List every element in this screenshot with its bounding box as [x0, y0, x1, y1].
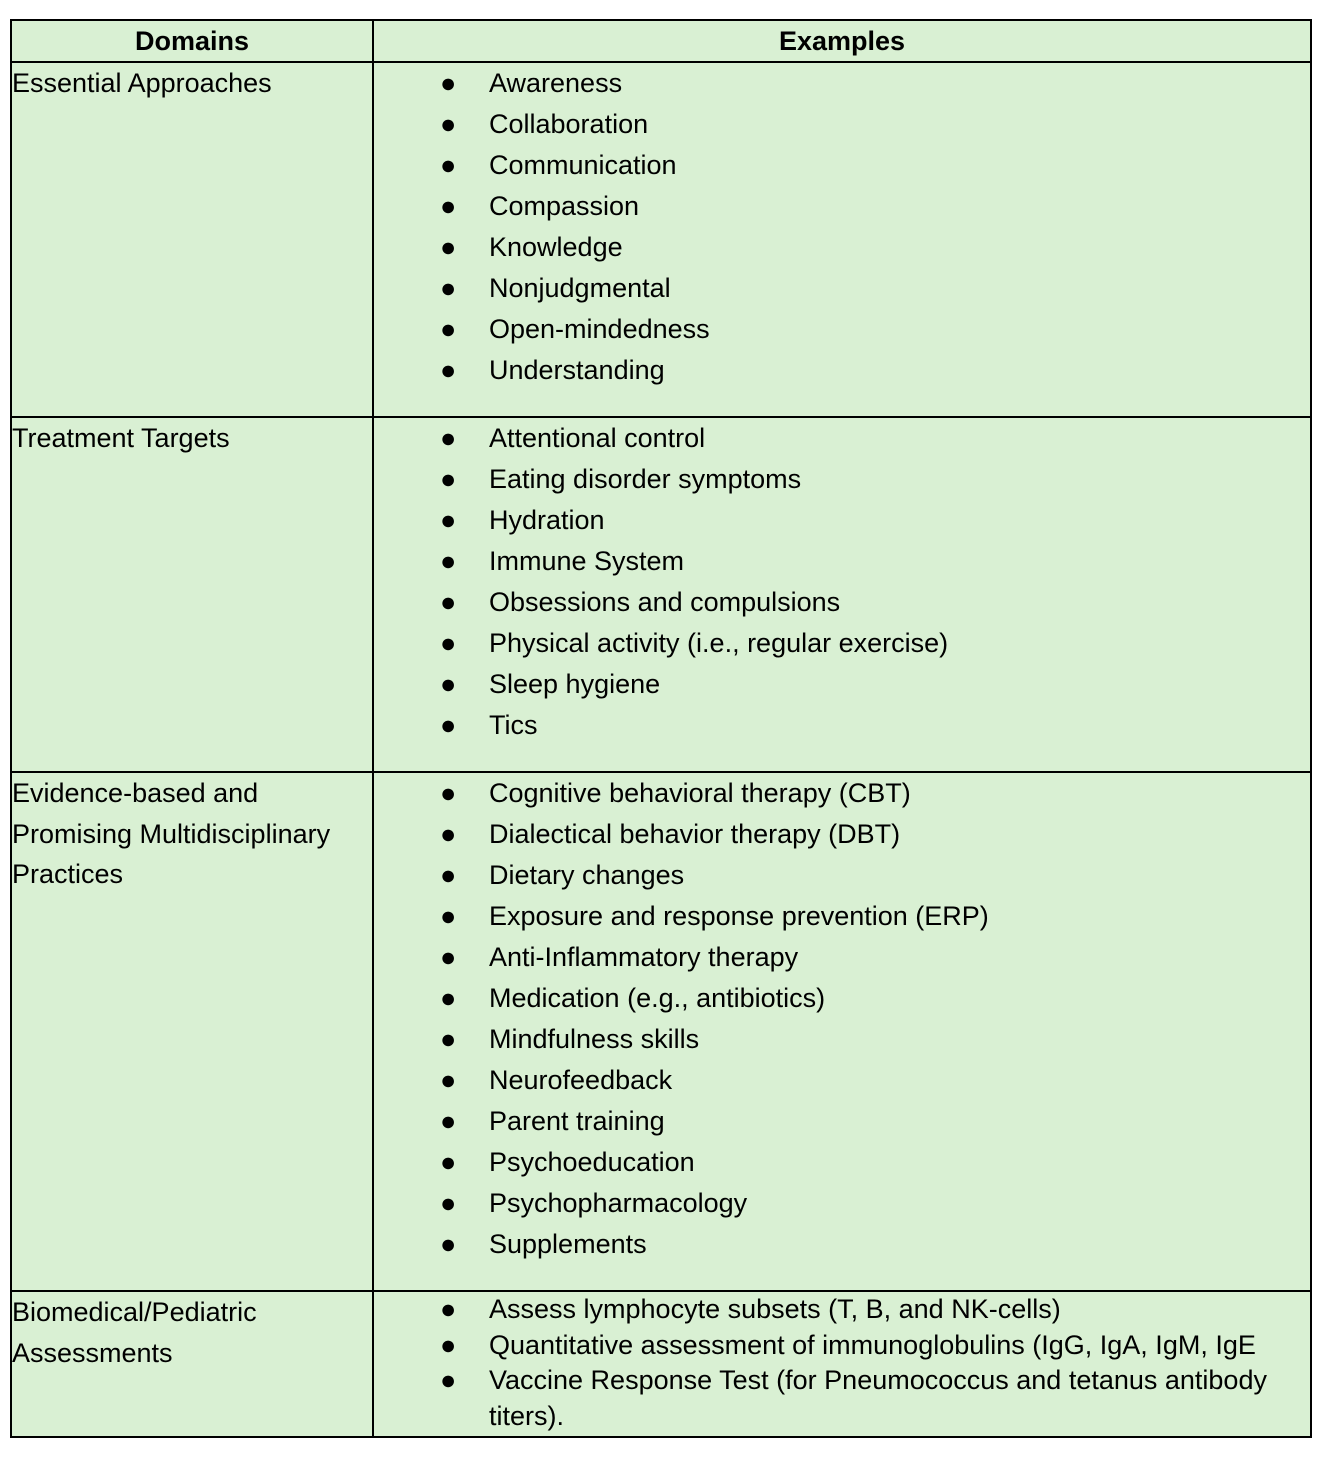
bullet-icon: ● [440, 983, 457, 1013]
bullet-icon: ● [440, 710, 457, 740]
bullet-icon: ● [440, 1329, 457, 1360]
bullet-icon: ● [440, 1024, 457, 1054]
domain-cell: Treatment Targets [11, 417, 373, 772]
list-item [374, 1101, 1270, 1142]
bullet-icon: ● [440, 1106, 457, 1136]
example-text: Dialectical behavior therapy (DBT) [489, 819, 901, 849]
list-item [374, 582, 1270, 623]
example-text: Dietary changes [489, 860, 685, 890]
example-text: Awareness [489, 68, 623, 98]
bullet-icon: ● [440, 423, 457, 453]
list-item [374, 1019, 1270, 1060]
example-text: Sleep hygiene [489, 669, 661, 699]
bullet-icon: ● [440, 1147, 457, 1177]
bullet-icon: ● [440, 1065, 457, 1095]
example-text: Collaboration [489, 109, 649, 139]
list-item [374, 1183, 1270, 1224]
example-text: Psychoeducation [489, 1147, 695, 1177]
list-item [374, 814, 1270, 855]
list-item [374, 1060, 1270, 1101]
example-text: Assess lymphocyte subsets (T, B, and NK-cells) [489, 1294, 1061, 1324]
examples-cell [373, 772, 1311, 1291]
examples-cell [373, 1291, 1311, 1437]
example-text: Tics [489, 710, 538, 740]
example-list [374, 418, 1310, 771]
example-list [374, 773, 1310, 1290]
example-text: Cognitive behavioral therapy (CBT) [489, 778, 911, 808]
list-item [374, 541, 1270, 582]
bullet-icon: ● [440, 778, 457, 808]
list-item [374, 855, 1270, 896]
domain-cell: Essential Approaches [11, 62, 373, 417]
list-item [374, 63, 1270, 104]
bullet-icon: ● [440, 191, 457, 221]
domain-cell: Biomedical/Pediatric Assessments [11, 1291, 373, 1437]
table-row [11, 772, 1311, 1291]
example-text: Anti-Inflammatory therapy [489, 942, 799, 972]
example-text: Nonjudgmental [489, 273, 671, 303]
bullet-icon: ● [440, 505, 457, 535]
list-item [374, 1363, 1270, 1434]
example-text: Psychopharmacology [489, 1188, 748, 1218]
list-item [374, 309, 1270, 350]
example-text: Communication [489, 150, 677, 180]
domain-cell: Evidence-based and Promising Multidisciplinary Practices [11, 772, 373, 1291]
bullet-icon: ● [440, 819, 457, 849]
table-row [11, 1291, 1311, 1437]
example-text: Vaccine Response Test (for Pneumococcus and tetanus antibody titers). [489, 1365, 1267, 1431]
bullet-icon: ● [440, 150, 457, 180]
bullet-icon: ● [440, 546, 457, 576]
example-text: Knowledge [489, 232, 623, 262]
bullet-icon: ● [440, 1294, 457, 1324]
bullet-icon: ● [440, 314, 457, 344]
bullet-icon: ● [440, 1365, 457, 1395]
list-item [374, 186, 1270, 227]
list-item [374, 1224, 1270, 1265]
example-text: Physical activity (i.e., regular exercise) [489, 628, 949, 658]
list-item [374, 350, 1270, 391]
bullet-icon: ● [440, 587, 457, 617]
example-text: Exposure and response prevention (ERP) [489, 901, 989, 931]
example-text: Supplements [489, 1229, 647, 1259]
examples-cell [373, 62, 1311, 417]
list-item [374, 705, 1270, 746]
list-item [374, 1328, 1270, 1364]
list-item [374, 1142, 1270, 1183]
list-item [374, 773, 1270, 814]
bullet-icon: ● [440, 355, 457, 385]
list-item [374, 937, 1270, 978]
list-item [374, 623, 1270, 664]
example-text: Hydration [489, 505, 605, 535]
list-item [374, 104, 1270, 145]
examples-cell [373, 417, 1311, 772]
example-text: Open-mindedness [489, 314, 710, 344]
list-item [374, 268, 1270, 309]
example-text: Quantitative assessment of immunoglobulins (IgG, IgA, IgM, IgE [489, 1329, 1256, 1360]
bullet-icon: ● [440, 109, 457, 139]
bullet-icon: ● [440, 273, 457, 303]
list-item [374, 896, 1270, 937]
bullet-icon: ● [440, 1229, 457, 1259]
example-list [374, 63, 1310, 416]
bullet-icon: ● [440, 68, 457, 98]
domains-examples-table [10, 19, 1312, 1438]
bullet-icon: ● [440, 942, 457, 972]
list-item [374, 664, 1270, 705]
bullet-icon: ● [440, 669, 457, 699]
example-text: Attentional control [489, 423, 706, 453]
list-item [374, 418, 1270, 459]
example-text: Mindfulness skills [489, 1024, 700, 1054]
examples-column-header: Examples [373, 20, 1311, 62]
bullet-icon: ● [440, 1188, 457, 1218]
list-item [374, 459, 1270, 500]
example-text: Understanding [489, 355, 665, 385]
bullet-icon: ● [440, 464, 457, 494]
list-item [374, 145, 1270, 186]
example-text: Obsessions and compulsions [489, 587, 841, 617]
table-header-row [11, 20, 1311, 62]
bullet-icon: ● [440, 901, 457, 931]
example-text: Eating disorder symptoms [489, 464, 802, 494]
list-item [374, 500, 1270, 541]
example-text: Medication (e.g., antibiotics) [489, 983, 826, 1013]
example-text: Immune System [489, 546, 685, 576]
list-item [374, 1292, 1270, 1328]
example-text: Compassion [489, 191, 640, 221]
example-list [374, 1292, 1310, 1436]
table-row [11, 417, 1311, 772]
example-text: Parent training [489, 1106, 665, 1136]
bullet-icon: ● [440, 232, 457, 262]
bullet-icon: ● [440, 860, 457, 890]
example-text: Neurofeedback [489, 1065, 673, 1095]
list-item [374, 978, 1270, 1019]
table-body [11, 62, 1311, 1437]
table-row [11, 62, 1311, 417]
list-item [374, 227, 1270, 268]
domains-column-header: Domains [11, 20, 373, 62]
bullet-icon: ● [440, 628, 457, 658]
